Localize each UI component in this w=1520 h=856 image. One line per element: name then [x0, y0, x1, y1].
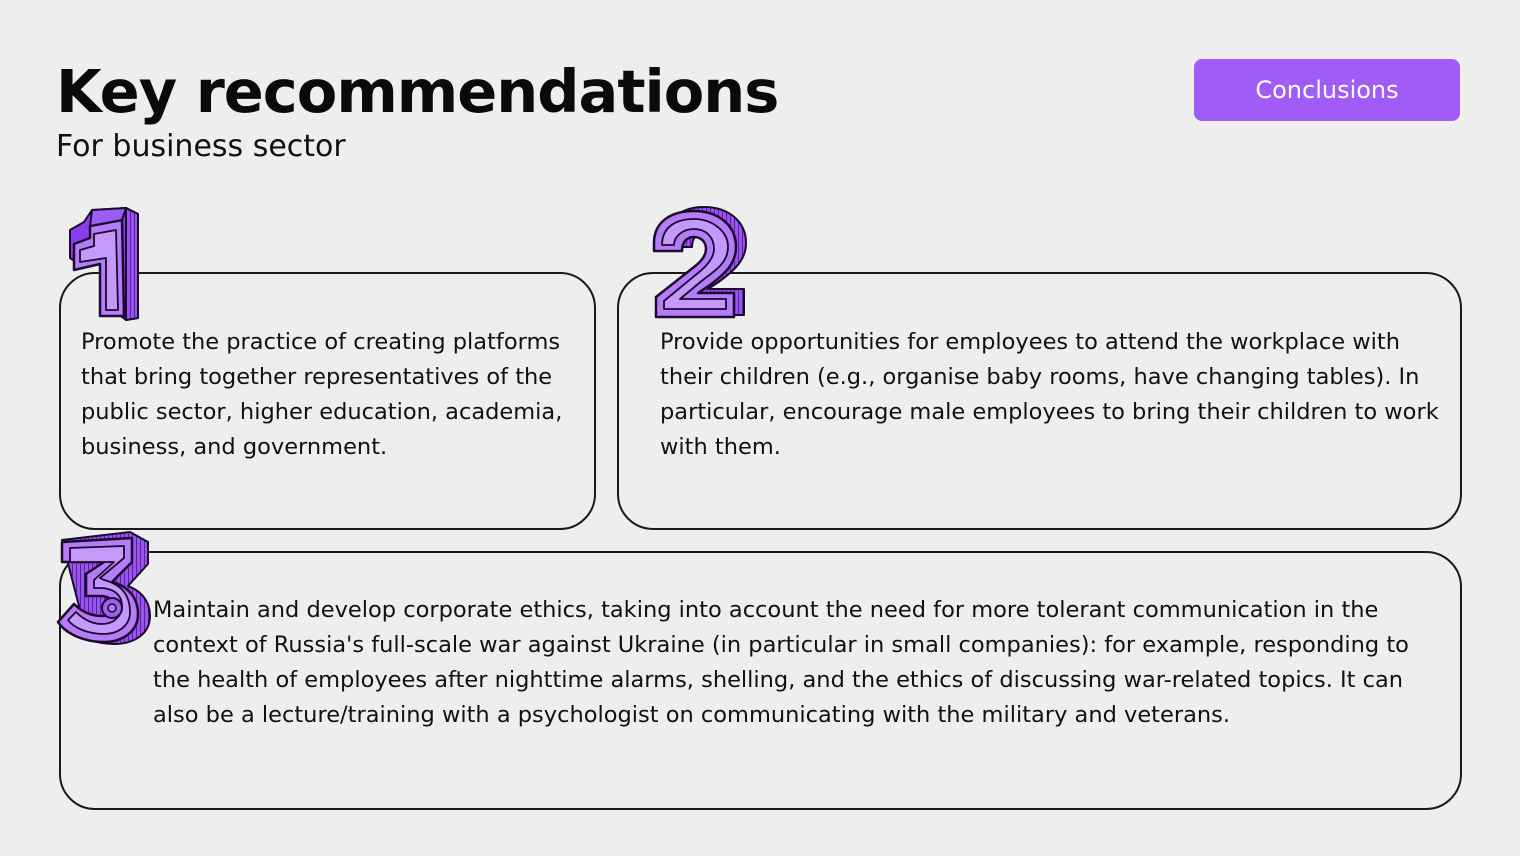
conclusions-button[interactable]: Conclusions [1194, 59, 1460, 121]
number-two-3d-icon [650, 205, 750, 319]
recommendation-text-2: Provide opportunities for employees to attend the workplace with their children (e.g., organise baby rooms, have changing tables). In particular, encourage male employees to bring their children to work with them. [660, 329, 1439, 460]
number-one-3d-icon [66, 206, 142, 322]
page-subtitle: For business sector [56, 129, 346, 164]
page-title: Key recommendations [56, 57, 779, 126]
recommendation-text-3: Maintain and develop corporate ethics, taking into account the need for more tolerant communication in the context of Russia's full-scale war against Ukraine (in particular in small companies): for example, responding to the health of employees after nighttime alarms, shelling, and the ethics of discussing war-related topics. It can also be a lecture/training with a psychologist on communicating with the military and veterans. [153, 597, 1409, 728]
number-three-3d-icon [56, 528, 152, 646]
recommendation-text-1: Promote the practice of creating platforms that bring together representatives of the public sector, higher education, academia, business, and government. [81, 329, 563, 460]
recommendation-card-3 [59, 551, 1462, 810]
